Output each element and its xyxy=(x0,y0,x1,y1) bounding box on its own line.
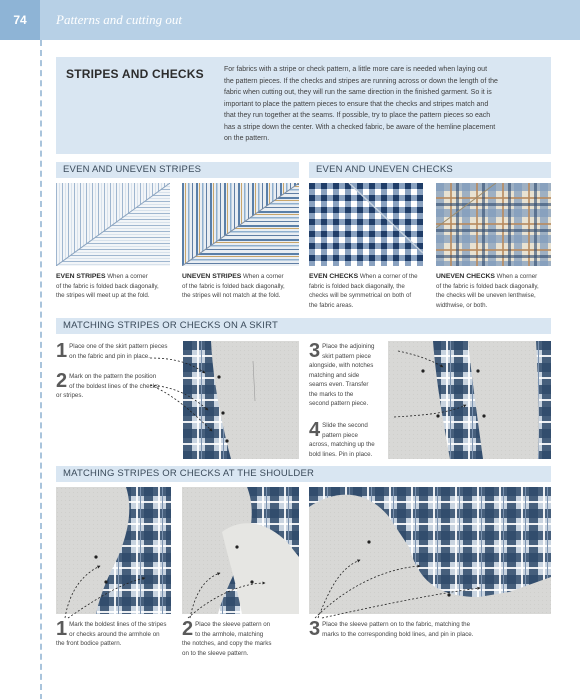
chapter-title: Patterns and cutting out xyxy=(56,12,183,27)
step-line: of the boldest lines of the checks xyxy=(69,382,159,390)
step-line: seams even. Transfer xyxy=(309,381,369,388)
caption-line: the fabric areas. xyxy=(309,301,354,309)
caption-line: the stripes will not match at the fold. xyxy=(182,292,281,299)
step-line: second pattern piece. xyxy=(309,400,369,407)
step-line: pattern piece xyxy=(322,431,358,439)
step-line: Place the sleeve pattern on to the fabric, matching the xyxy=(322,621,471,628)
intro-title: STRIPES AND CHECKS xyxy=(66,67,204,81)
step-number: 1 xyxy=(56,340,68,362)
caption-line: the checks will be uneven lenthwise, xyxy=(436,292,536,299)
step-line: on the fabric and pin in place. xyxy=(69,352,150,360)
uneven-checks-caption xyxy=(436,272,558,310)
shoulder-arrows xyxy=(60,548,560,623)
step-line: the marks to the xyxy=(309,390,354,398)
shoulder-step-2 xyxy=(182,620,306,658)
even-stripes-caption xyxy=(56,272,176,301)
caption-line: of the fabric is folded back diagonally, xyxy=(182,282,285,290)
page-number: 74 xyxy=(0,0,40,40)
caption-line: When a corner xyxy=(496,273,538,280)
section-checks-heading: EVEN AND UNEVEN CHECKS xyxy=(309,162,551,178)
step-line: Mark on the pattern the position xyxy=(69,373,157,380)
caption-line: When a corner xyxy=(243,273,284,280)
skirt-step-4 xyxy=(309,421,389,459)
step-line: the front bodice pattern. xyxy=(56,640,122,647)
intro-text xyxy=(224,64,542,145)
uneven-stripes-image xyxy=(182,183,299,266)
caption-line: checks will be symmetrical on both of xyxy=(309,292,412,299)
caption-title: UNEVEN CHECKS xyxy=(436,273,495,280)
intro-line: on the pattern. xyxy=(224,135,270,142)
step-line: alongside, with notches xyxy=(309,362,374,369)
caption-title: UNEVEN STRIPES xyxy=(182,273,242,280)
step-number: 2 xyxy=(56,370,68,392)
caption-title: EVEN STRIPES xyxy=(56,273,106,280)
step-line: Place the adjoining xyxy=(322,343,375,350)
step-line: Place the sleeve pattern on xyxy=(195,621,271,628)
caption-line: of the fabric is folded back diagonally, xyxy=(436,282,539,290)
uneven-checks-image xyxy=(436,183,551,266)
caption-title: EVEN CHECKS xyxy=(309,273,359,280)
section-stripes-heading: EVEN AND UNEVEN STRIPES xyxy=(56,162,299,178)
skirt-arrows-left xyxy=(150,355,220,435)
uneven-stripes-caption xyxy=(182,272,304,301)
step-number: 4 xyxy=(309,419,321,441)
step-line: or checks around the armhole on xyxy=(69,630,160,638)
step-line: Mark the boldest lines of the stripes xyxy=(69,621,167,628)
caption-line: the stripes will meet up at the fold. xyxy=(56,292,150,299)
step-number: 1 xyxy=(56,618,68,640)
skirt-arrows-right xyxy=(388,345,488,455)
step-line: on to the sleeve pattern. xyxy=(182,649,249,657)
caption-line: of the fabric is folded back diagonally, xyxy=(56,282,159,290)
intro-line: the pattern pieces. If the checks and stripes are running across or down the length of the xyxy=(224,77,498,85)
intro-line: fabric when cutting out, they will run the same direction in the finished garment. So it is xyxy=(224,89,492,96)
intro-panel xyxy=(56,57,551,154)
step-line: skirt pattern piece xyxy=(322,352,371,360)
section-shoulder-heading: MATCHING STRIPES OR CHECKS AT THE SHOULDER xyxy=(56,466,551,482)
intro-line: For fabrics with a stripe or check pattern, a little more care is needed when laying out xyxy=(224,66,488,73)
step-number: 2 xyxy=(182,618,194,640)
step-number: 3 xyxy=(309,618,321,640)
step-line: marks to the corresponding bold lines, and pin in place. xyxy=(322,630,474,638)
step-line: Slide the second xyxy=(322,422,368,429)
caption-line: widthwise, or both. xyxy=(436,301,488,309)
shoulder-step-3 xyxy=(309,620,551,639)
shoulder-step-1 xyxy=(56,620,180,649)
step-line: the notches, and copy the marks xyxy=(182,640,272,647)
caption-line: When a corner of the xyxy=(359,273,418,280)
caption-line: fabric is folded back diagonally, the xyxy=(309,282,405,290)
margin-guide xyxy=(40,40,42,699)
intro-line: that they run together at the seams. If possible, try to place the pattern pieces so each xyxy=(224,112,491,119)
step-line: matching and side xyxy=(309,371,360,379)
even-checks-caption xyxy=(309,272,431,310)
even-checks-image xyxy=(309,183,423,266)
step-line: or stripes. xyxy=(56,392,84,399)
caption-line: When a corner xyxy=(107,273,148,280)
step-line: bold lines. Pin in place. xyxy=(309,450,373,458)
step-line: across, matching up the xyxy=(309,441,375,448)
section-skirt-heading: MATCHING STRIPES OR CHECKS ON A SKIRT xyxy=(56,318,551,334)
intro-line: important to place the pattern pieces to ensure that the checks and stripes match and xyxy=(224,100,489,108)
intro-line: has a stripe down the center. With a checked fabric, be aware of the hemline placement xyxy=(224,123,496,131)
skirt-step-3 xyxy=(309,342,389,409)
step-line: Place one of the skirt pattern pieces xyxy=(69,343,168,350)
step-number: 3 xyxy=(309,340,321,362)
step-line: to the armhole, matching xyxy=(195,630,264,638)
even-stripes-image xyxy=(56,183,170,266)
